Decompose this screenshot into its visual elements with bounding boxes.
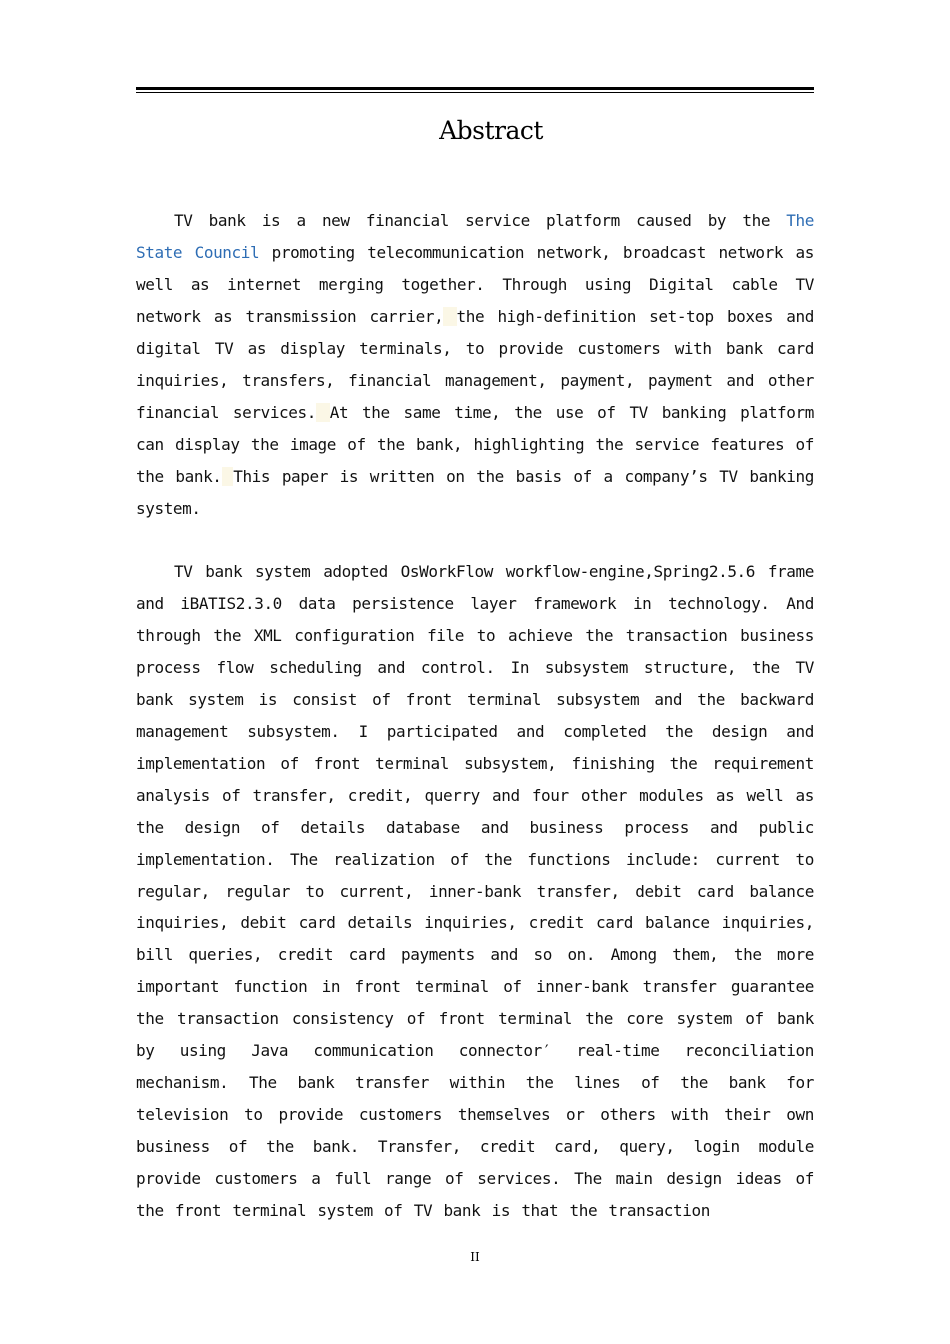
header-rule-thin xyxy=(136,92,814,93)
page-title: Abstract xyxy=(439,116,543,145)
abstract-paragraph-2: TV bank system adopted OsWorkFlow workflow-engine,Spring2.5.6 frame and iBATIS2.3.0 data persistence layer framework in technology. And through the XML configuration file to achieve the transaction business process flow scheduling and control. In subsystem structure, the TV bank system is consist of front terminal subsystem and the backward management subsystem. I participated and completed the design and implementation of front terminal subsystem, finishing the requirement analysis of transfer, credit, querry and four other modules as well as the design of details database and business process and public implementation. The realization of the functions include: current to regular, regular to current, inner-bank transfer, debit card balance inquiries, debit card details inquiries, credit card balance inquiries, bill queries, credit card payments and so on. Among them, the more important function in front terminal of inner-bank transfer guarantee the transaction consistency of front terminal the core system of bank by using Java communication connector′ real-time reconciliation mechanism. The bank transfer within the lines of the bank for television to provide customers themselves or others with their own business of the bank. Transfer, credit card, query, login module provide customers a full range of services. The main design ideas of the front terminal system of TV bank is that the transaction xyxy=(136,562,814,1221)
abstract-paragraph-1 xyxy=(136,205,814,525)
paragraph-1-segment-5: This paper is written on the basis of a company’s TV banking system. xyxy=(136,466,814,518)
page-number: II xyxy=(470,1250,480,1264)
paragraph-1-segment-4: At the same time, the use of TV banking platform can display the image of the bank, highlighting the service features of the bank. xyxy=(136,402,814,486)
highlight-mark-2 xyxy=(316,403,330,422)
paragraph-1-segment-1: TV bank is a new financial service platform caused by the xyxy=(174,211,787,230)
paragraph-1-segment-3: the high-definition set-top boxes and digital TV as display terminals, to provide customers with bank card inquiries, transfers, financial management, payment, payment and other financial services. xyxy=(136,306,815,422)
state-council-link[interactable]: The State Council xyxy=(136,211,814,262)
highlight-mark-1 xyxy=(443,307,456,326)
highlight-mark-3 xyxy=(222,467,234,486)
paragraph-1-segment-2: promoting telecommunication network, broadcast network as well as internet merging together. Through using Digital cable TV network as transmission carrier, xyxy=(136,242,814,326)
header-rule-thick xyxy=(136,87,814,90)
